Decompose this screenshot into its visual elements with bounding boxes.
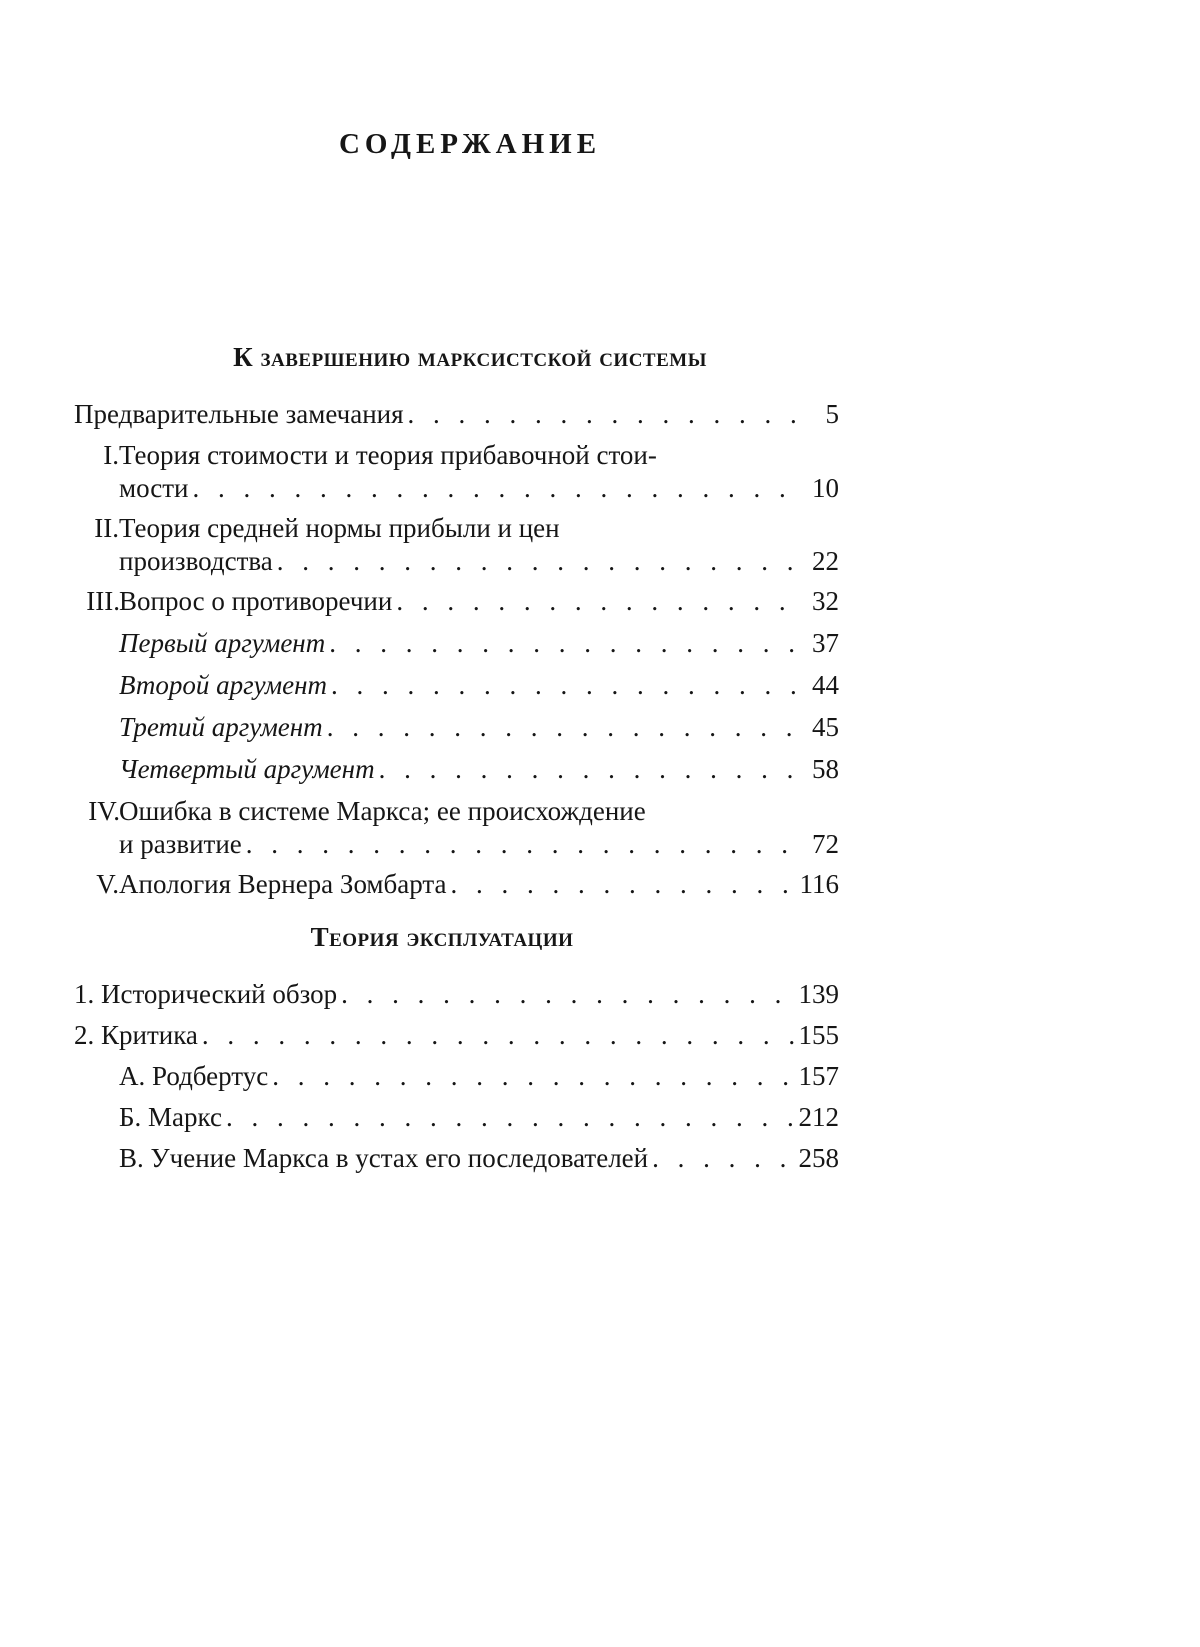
toc-leader-dots — [329, 627, 795, 660]
section-heading-exploitation-theory: Теория эксплуатации — [310, 922, 574, 952]
toc-leader-dots — [246, 828, 795, 861]
toc-leader-dots — [272, 1060, 794, 1093]
toc-leader-dots — [331, 669, 795, 702]
toc-leader-dots — [193, 472, 796, 505]
toc-entry-title: Вопрос о противоречии — [119, 585, 396, 618]
toc-entry[interactable] — [74, 1060, 839, 1093]
toc-entry[interactable] — [74, 398, 839, 431]
toc-entry-title: Апология Вернера Зомбарта — [119, 868, 451, 901]
page-title: СОДЕРЖАНИЕ — [338, 128, 602, 160]
toc-page-number: 212 — [795, 1101, 840, 1134]
toc-page-number: 139 — [795, 978, 840, 1011]
toc-page-number: 155 — [795, 1019, 840, 1052]
toc-entry[interactable] — [74, 1019, 839, 1052]
toc-entry-title-line1: Ошибка в системе Маркса; ее происхождение — [119, 796, 646, 826]
toc-entry-title: Первый аргумент — [119, 627, 329, 660]
toc-entry[interactable] — [74, 1142, 839, 1175]
toc-leader-dots — [652, 1142, 794, 1175]
toc-page-number: 157 — [795, 1060, 840, 1093]
toc-entry[interactable] — [74, 753, 839, 786]
toc-roman-numeral: IV. — [88, 796, 120, 826]
toc-page-number: 116 — [795, 868, 839, 901]
toc-entry[interactable] — [74, 512, 839, 578]
toc-entry-title-line1: Теория стоимости и теория прибавочной стои- — [119, 440, 657, 470]
toc-page-number: 32 — [795, 585, 839, 618]
toc-leader-dots — [451, 868, 796, 901]
toc-entry-title: А. Родбертус — [119, 1060, 272, 1093]
toc-entry-title-line1: Теория средней нормы прибыли и цен — [119, 513, 560, 543]
toc-page-number: 5 — [795, 398, 839, 431]
toc-roman-numeral: I. — [103, 440, 119, 470]
toc-leader-dots — [408, 398, 795, 431]
toc-entry[interactable] — [74, 627, 839, 660]
toc-section-marxist-system — [74, 398, 839, 901]
toc-page-number: 45 — [795, 711, 839, 744]
toc-entry[interactable] — [74, 585, 839, 618]
toc-leader-dots — [226, 1101, 795, 1134]
toc-page-number: 258 — [795, 1142, 840, 1175]
toc-roman-numeral: III. — [86, 586, 120, 616]
toc-roman-numeral: V. — [96, 869, 119, 899]
toc-entry-title: 1. Исторический обзор — [74, 978, 341, 1011]
toc-entry-title: мости — [119, 472, 193, 505]
toc-entry-title: 2. Критика — [74, 1019, 202, 1052]
toc-leader-dots — [341, 978, 794, 1011]
toc-entry-title: Второй аргумент — [119, 669, 331, 702]
toc-page-number: 22 — [795, 545, 839, 578]
toc-entry-title: Четвертый аргумент — [119, 753, 379, 786]
toc-page-number: 37 — [795, 627, 839, 660]
toc-entry-title: Третий аргумент — [119, 711, 327, 744]
toc-leader-dots — [379, 753, 795, 786]
toc-entry-title: Б. Маркс — [119, 1101, 226, 1134]
toc-page-number: 58 — [795, 753, 839, 786]
toc-entry[interactable] — [74, 978, 839, 1011]
toc-entry[interactable] — [74, 868, 839, 901]
toc-leader-dots — [202, 1019, 795, 1052]
toc-page-number: 44 — [795, 669, 839, 702]
toc-page-number: 72 — [795, 828, 839, 861]
toc-roman-numeral: II. — [94, 513, 119, 543]
toc-entry[interactable] — [74, 1101, 839, 1134]
toc-leader-dots — [327, 711, 795, 744]
toc-entry-title: и развитие — [119, 828, 246, 861]
toc-entry[interactable] — [74, 795, 839, 861]
toc-page-number: 10 — [795, 472, 839, 505]
toc-entry[interactable] — [74, 711, 839, 744]
toc-leader-dots — [396, 585, 795, 618]
toc-entry[interactable] — [74, 669, 839, 702]
section-heading-marxist-system: К завершению марксистской системы — [233, 342, 707, 372]
toc-entry-title: производства — [119, 545, 277, 578]
toc-leader-dots — [277, 545, 795, 578]
toc-section-exploitation-theory — [74, 978, 839, 1175]
toc-entry-title: Предварительные замечания — [74, 398, 408, 431]
toc-entry[interactable] — [74, 439, 839, 505]
toc-entry-title: В. Учение Маркса в устах его последователей — [119, 1142, 652, 1175]
